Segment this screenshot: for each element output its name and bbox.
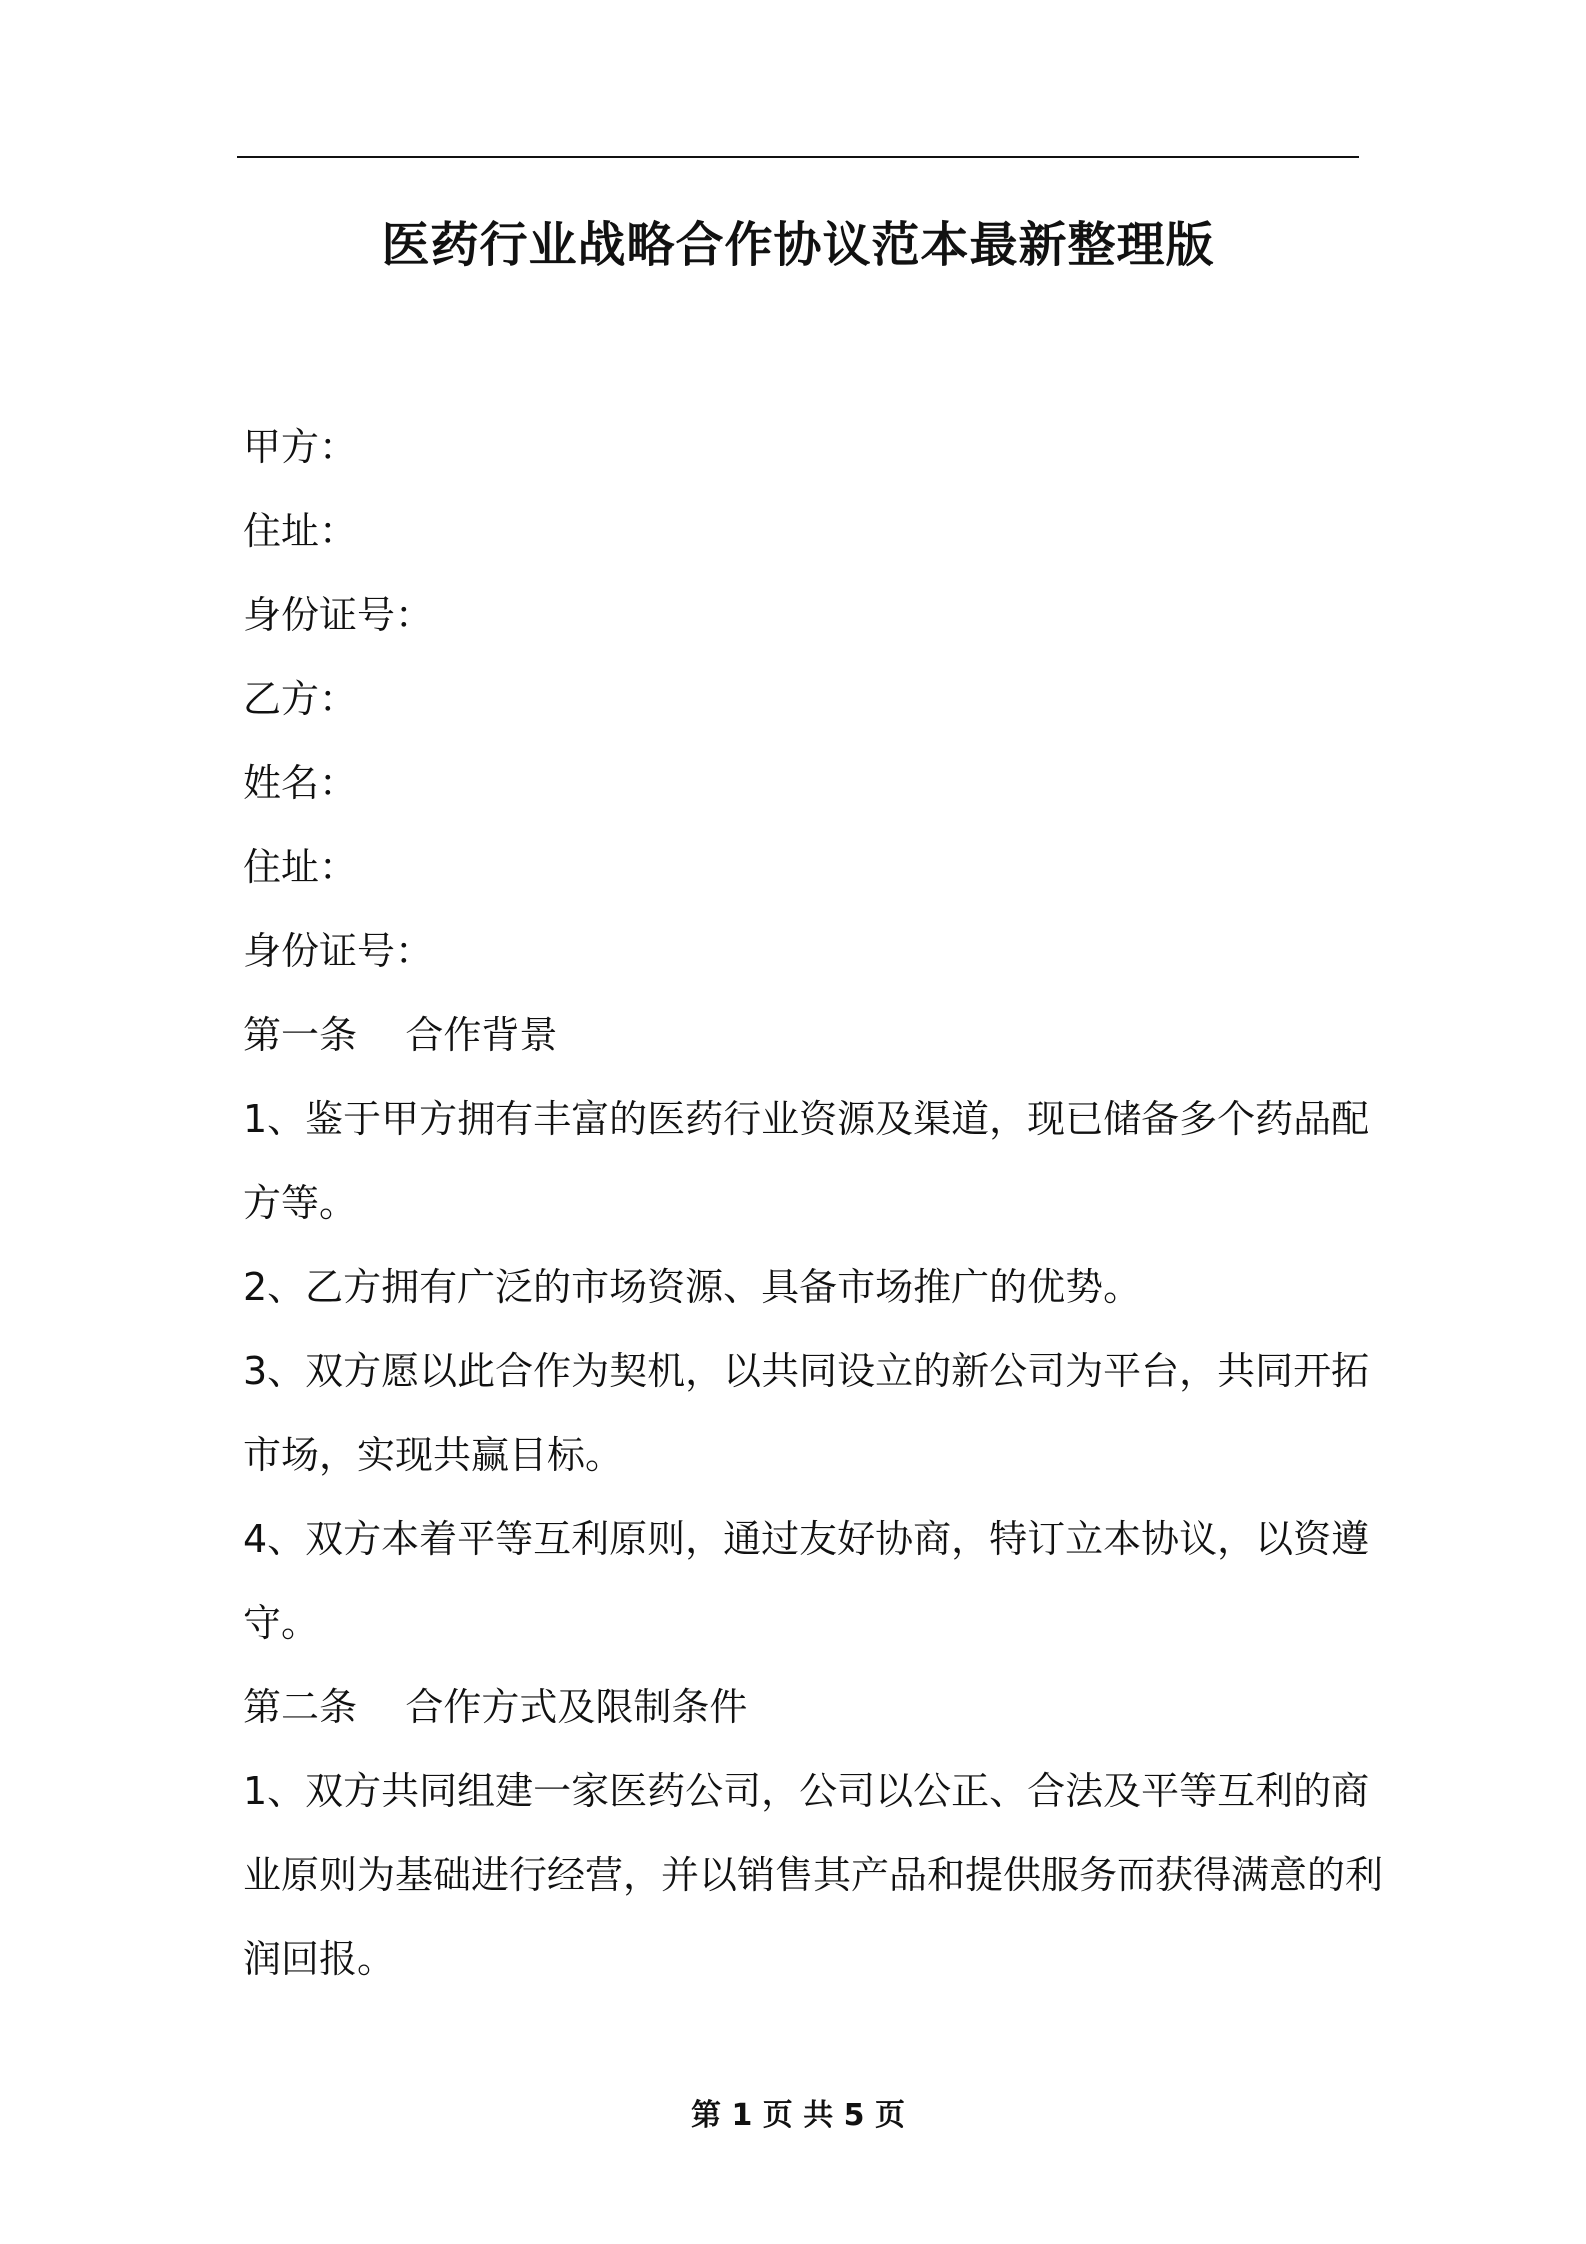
article-1-clause-4-cont: 守。	[243, 1601, 320, 1645]
header-rule	[237, 156, 1359, 158]
party-a-address-label: 住址：	[243, 509, 358, 553]
article-1-clause-3-cont: 市场，实现共赢目标。	[243, 1433, 624, 1477]
party-b-id-label: 身份证号：	[243, 929, 434, 973]
party-b-name-label: 姓名：	[243, 761, 358, 805]
party-a-id-label: 身份证号：	[243, 593, 434, 637]
page-number: 第 1 页 共 5 页	[691, 2098, 905, 2133]
article-2-clause-1-cont-1: 业原则为基础进行经营，并以销售其产品和提供服务而获得满意的利	[243, 1853, 1384, 1897]
document-title: 医药行业战略合作协议范本最新整理版	[381, 217, 1215, 273]
article-2-clause-1-cont-2: 润回报。	[243, 1937, 396, 1981]
article-2-heading: 第二条 合作方式及限制条件	[243, 1685, 748, 1729]
party-a-label: 甲方：	[243, 425, 358, 469]
article-1-clause-1-cont: 方等。	[243, 1181, 358, 1225]
document-body	[243, 405, 1384, 2001]
article-1-clause-3: 3、双方愿以此合作为契机，以共同设立的新公司为平台，共同开拓	[243, 1349, 1370, 1393]
article-1-clause-1: 1、鉴于甲方拥有丰富的医药行业资源及渠道，现已储备多个药品配	[243, 1097, 1370, 1141]
party-b-address-label: 住址：	[243, 845, 358, 889]
article-1-clause-2: 2、乙方拥有广泛的市场资源、具备市场推广的优势。	[243, 1265, 1142, 1309]
article-1-clause-4: 4、双方本着平等互利原则，通过友好协商，特订立本协议，以资遵	[243, 1517, 1370, 1561]
article-2-clause-1: 1、双方共同组建一家医药公司，公司以公正、合法及平等互利的商	[243, 1769, 1370, 1813]
party-b-label: 乙方：	[243, 677, 358, 721]
article-1-heading: 第一条 合作背景	[243, 1013, 558, 1057]
